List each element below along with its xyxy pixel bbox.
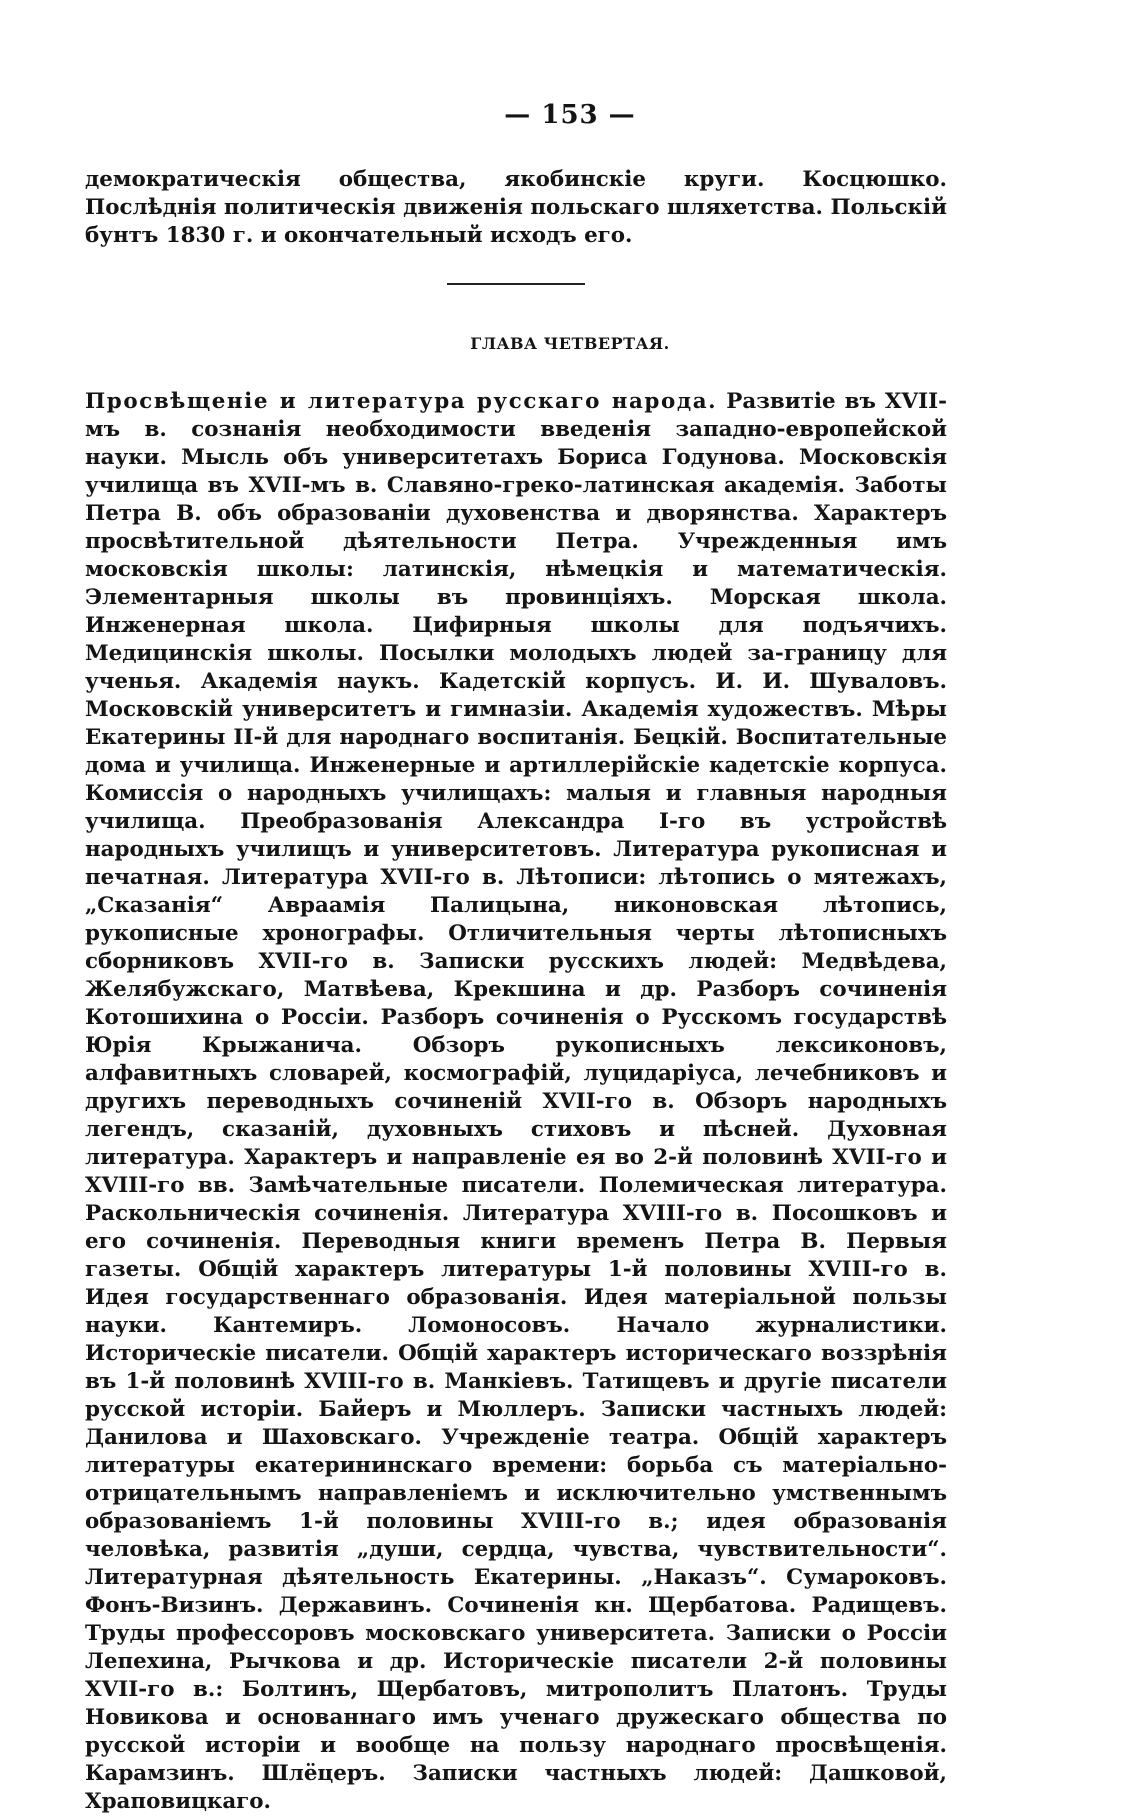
page-number: — 153 — [504,100,636,130]
chapter-summary-lead: Просвѣщеніе и литература русскаго народа. [85,389,718,414]
chapter-summary-body: Развитіе въ XVII-мъ в. сознанія необходимости введенія западно-европейской науки. Мысль объ университетахъ Бориса Годунова. Московскія училища въ XVII-мъ в. Славяно-греко-латинская академія. Заботы Петра В. объ образованіи духовенства и дворянства. Характеръ просвѣтительной дѣятельности Петра. Учрежденныя имъ московскія школы: латинскія, нѣмецкія и математическія. Элементарныя школы въ провинціяхъ. Морская школа. Инженерная школа. Цифирныя школы для подъячихъ. Медицинскія школы. Посылки молодыхъ людей за-границу для ученья. Академія наукъ. Кадетскій корпусъ. И. И. Шуваловъ. Московскій университетъ и гимназіи. Академія художествъ. Мѣры Екатерины II-й для народнаго воспитанія. Бецкій. Воспитательные дома и училища. Инженерные и артиллерійскіе кадетскіе корпуса. Комиссія о народныхъ училищахъ: малыя и главныя народныя училища. Преобразованія Александра I-го въ устройствѣ народныхъ училищъ и университетовъ. Литература рукописная и печатная. Литература XVII-го в. Лѣтописи: лѣтопись о мятежахъ, „Сказанія“ Авраамія Палицына, никоновская лѣтопись, рукописные хронографы. Отличительныя черты лѣтописныхъ сборниковъ XVII-го в. Записки русскихъ людей: Медвѣдева, Желябужскаго, Матвѣева, Крекшина и др. Разборъ сочиненія Котошихина о Россіи. Разборъ сочиненія о Русскомъ государствѣ Юрія Крыжанича. Обзоръ рукописныхъ лексиконовъ, алфавитныхъ словарей, космографій, луцидаріуса, лечебниковъ и другихъ переводныхъ сочиненій XVII-го в. Обзоръ народныхъ легендъ, сказаній, духовныхъ стиховъ и пѣсней. Духовная литература. Характеръ и направленіе ея во 2-й половинѣ XVII-го и XVIII-го вв. Замѣчательные писатели. Полемическая литература. Раскольническія сочиненія. Литература XVIII-го в. Посошковъ и его сочиненія. Переводныя книги временъ Петра В. Первыя газеты. Общій характеръ литературы 1-й половины XVIII-го в. Идея государственнаго образованія. Идея матеріальной пользы науки. Кантемиръ. Ломоносовъ. Начало журналистики. Историческіе писатели. Общій характеръ историческаго воззрѣнія въ 1-й половинѣ XVIII-го в. Манкіевъ. Татищевъ и другіе писатели русской исторіи. Байеръ и Мюллеръ. Записки частныхъ людей: Данилова и Шаховскаго. Учрежденіе театра. Общій характеръ литературы екатерининскаго времени: борьба съ матеріально-отрицательнымъ направленіемъ и исключительно умственнымъ образованіемъ 1-й половины XVIII-го в.; идея образованія человѣка, развитія „души, сердца, чувства, чувствительности“. Литературная дѣятельность Екатерины. „Наказъ“. Сумароковъ. Фонъ-Визинъ. Державинъ. Сочиненія кн. Щербатова. Радищевъ. Труды профессоровъ московскаго университета. Записки о Россіи Лепехина, Рычкова и др. Историческіе писатели 2-й половины XVII-го в.: Болтинъ, Щербатовъ, митрополитъ Платонъ. Труды Новикова и основаннаго имъ ученаго дружескаго общества по русской исторіи и вообще на пользу народнаго просвѣщенія. Карамзинъ. Шлёцеръ. Записки частныхъ людей: Дашковой, Храповицкаго. [85,389,947,1814]
intro-paragraph: демократическія общества, якобинскіе круги. Косцюшко. Послѣднія политическія движенія польскаго шляхетства. Польскій бунтъ 1830 г. и окончательный исходъ его. [85,167,947,248]
chapter-heading: ГЛАВА ЧЕТВЕРТАЯ. [470,334,670,353]
chapter-summary-paragraph [85,388,947,1816]
section-divider [447,283,585,285]
